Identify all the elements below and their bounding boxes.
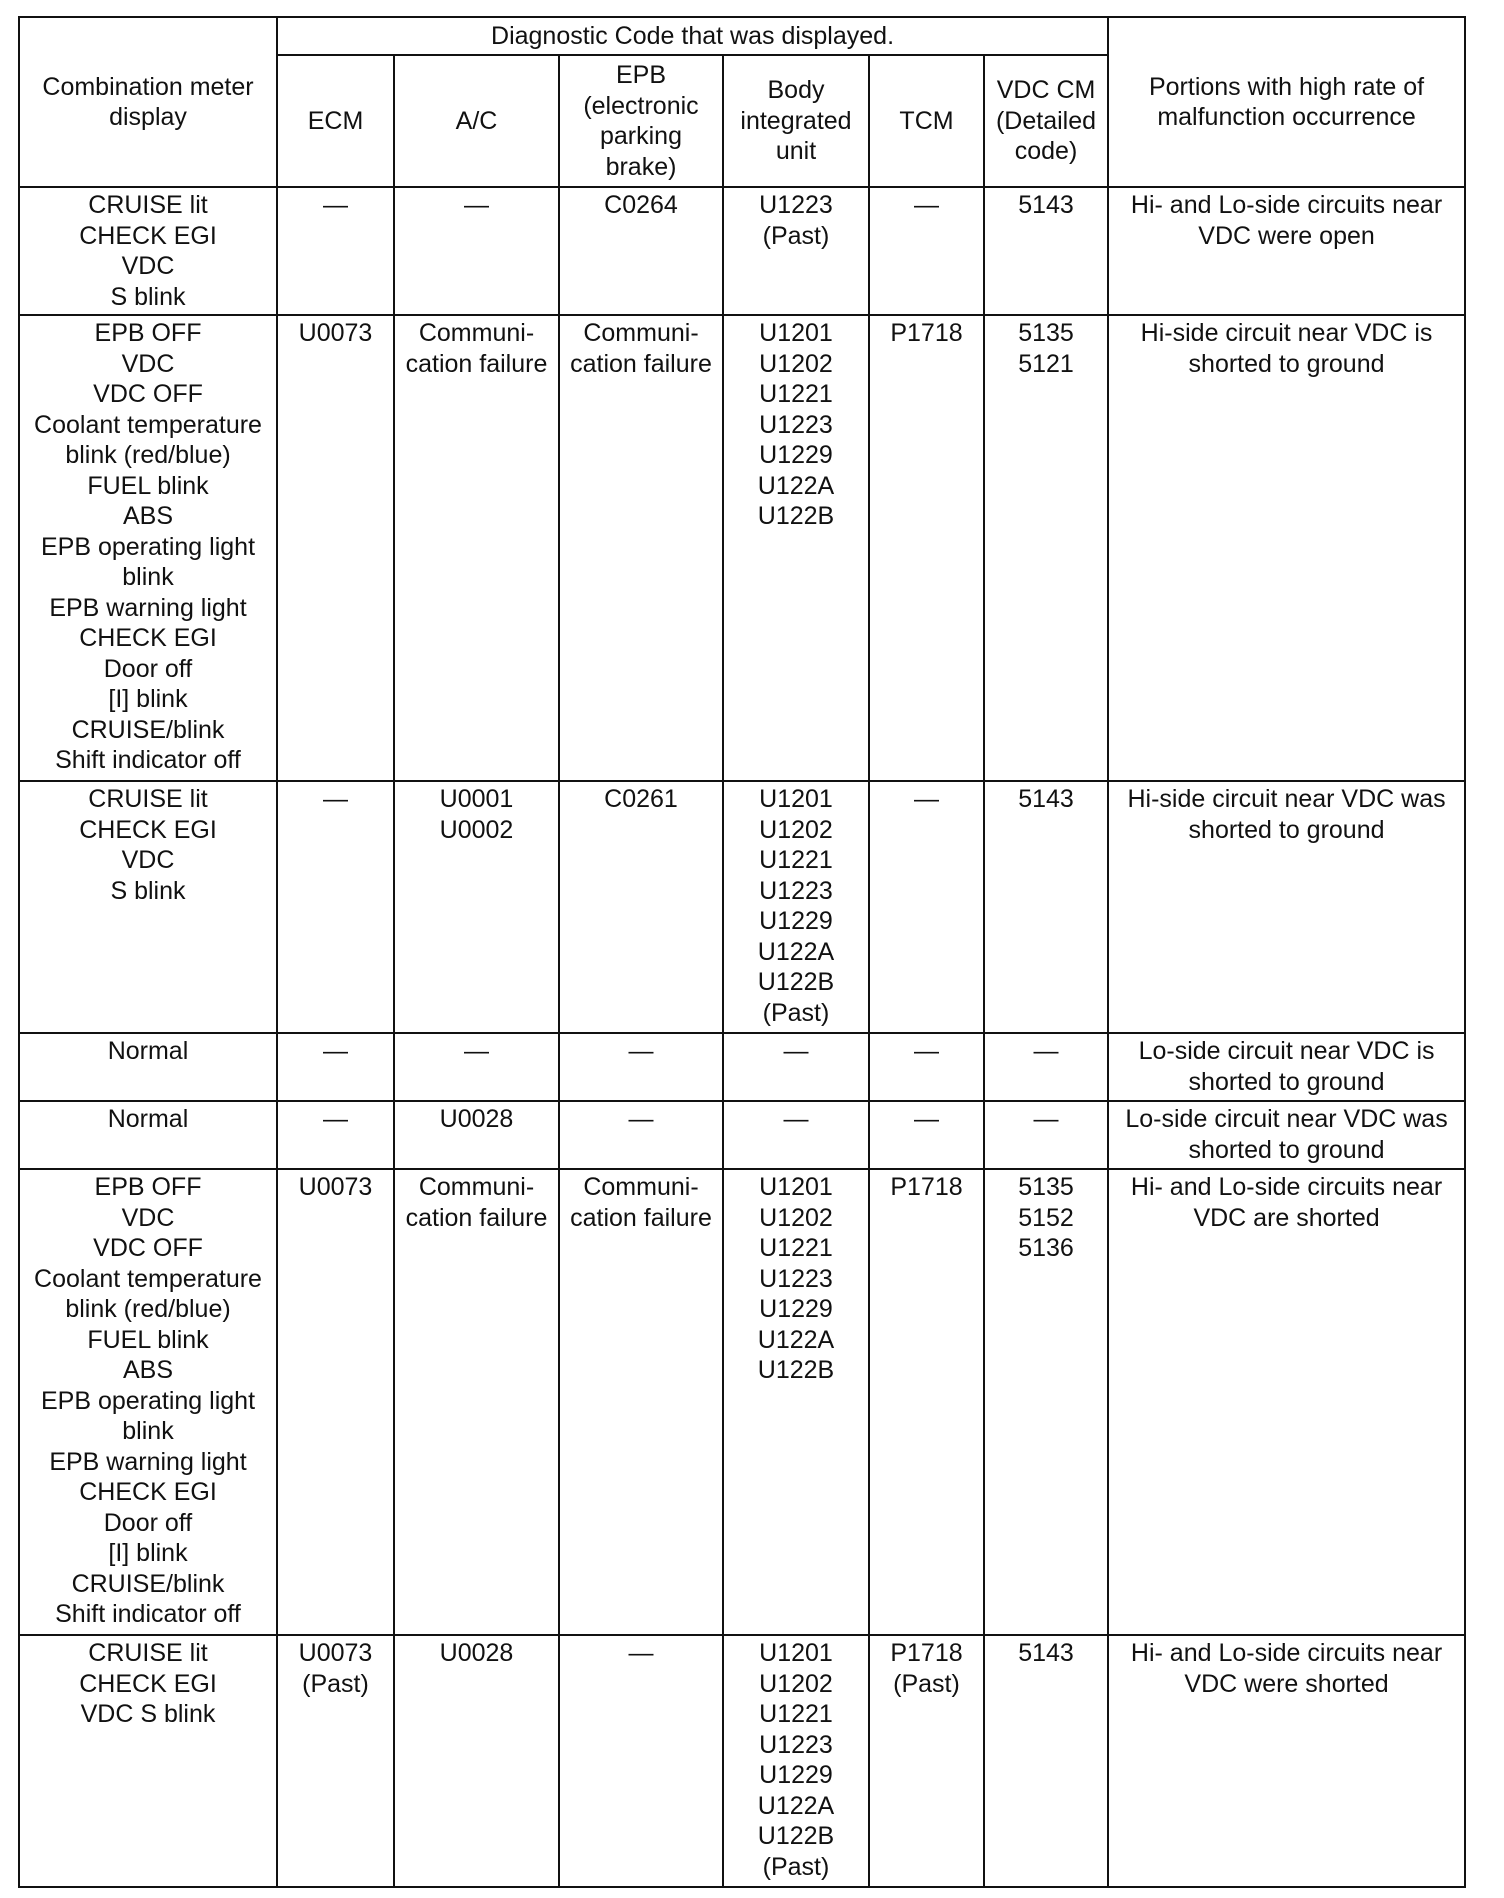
cell-meter [19, 1033, 277, 1101]
cell-line: VDC [121, 1203, 175, 1232]
header-vdc-cm: VDC CM (Detailed code) [984, 55, 1108, 187]
cell-body [723, 187, 869, 315]
cell-body [723, 1033, 869, 1101]
cell-line: — [628, 1639, 654, 1667]
cell-line: VDC S blink [80, 1700, 216, 1728]
cell-vdc [984, 781, 1108, 1033]
cell-line: (Past) [762, 1852, 830, 1881]
cell-epb [559, 1033, 723, 1101]
cell-line: P1718 [890, 319, 963, 347]
header-portions-malfunction: Portions with high rate of malfunction occurrence [1108, 17, 1465, 187]
cell-line: — [464, 191, 489, 219]
cell-line: 5135 [1018, 319, 1074, 347]
cell-tcm [869, 187, 984, 315]
diagnostic-code-table [18, 16, 1466, 1888]
cell-line: CHECK EGI [79, 815, 217, 844]
cell-line: 5143 [1018, 785, 1074, 813]
cell-line: C0261 [604, 785, 678, 813]
cell-line: U1229 [759, 907, 833, 935]
cell-epb [559, 1169, 723, 1635]
cell-line: cation failure [405, 1203, 548, 1232]
cell-line: U122A [757, 1325, 835, 1354]
cell-vdc [984, 1169, 1108, 1635]
header-combination-meter-display: Combination meter display [19, 17, 277, 187]
cell-line: CHECK EGI [79, 221, 217, 250]
cell-ecm [277, 1101, 394, 1169]
cell-tcm [869, 315, 984, 781]
header-body-integrated-unit: Body integrated unit [723, 55, 869, 187]
cell-line: U1223 [759, 410, 833, 439]
header-diagnostic-code-group: Diagnostic Code that was displayed. [277, 17, 1108, 55]
cell-line: blink [122, 1417, 174, 1445]
cell-line: VDC [121, 349, 175, 378]
cell-line: U0073 [298, 1639, 373, 1667]
cell-line: EPB OFF [94, 1173, 202, 1201]
cell-line: U1202 [759, 349, 833, 378]
cell-line: (Past) [893, 1669, 960, 1698]
cell-line: VDC [121, 846, 175, 874]
cell-line: U1229 [759, 1295, 833, 1323]
cell-line: Shift indicator off [55, 746, 241, 774]
cell-line: U0028 [439, 1105, 514, 1133]
cell-line: U1229 [759, 441, 833, 469]
cell-line: blink [122, 563, 174, 591]
cell-line: — [1033, 1105, 1059, 1133]
cell-portion: Hi-side circuit near VDC is shorted to ground [1108, 315, 1465, 781]
cell-ecm [277, 1169, 394, 1635]
cell-epb [559, 187, 723, 315]
cell-line: U1201 [759, 1639, 833, 1667]
cell-line: 5143 [1018, 1639, 1074, 1667]
cell-line: (Past) [762, 998, 830, 1027]
cell-epb [559, 781, 723, 1033]
cell-ac [394, 781, 559, 1033]
cell-line: — [1033, 1037, 1059, 1065]
cell-tcm [869, 1635, 984, 1887]
cell-line: — [783, 1037, 809, 1065]
cell-line: U0073 [298, 1173, 373, 1201]
cell-vdc [984, 187, 1108, 315]
cell-ecm [277, 1033, 394, 1101]
cell-line: CRUISE/blink [71, 715, 225, 744]
cell-portion: Hi-side circuit near VDC was shorted to ground [1108, 781, 1465, 1033]
cell-line: CRUISE lit [88, 1639, 208, 1667]
header-epb: EPB (electronic parking brake) [559, 55, 723, 187]
cell-line: CRUISE lit [88, 785, 208, 813]
cell-line: EPB warning light [49, 1447, 247, 1476]
cell-meter [19, 1635, 277, 1887]
cell-line: Coolant temperature [34, 410, 262, 439]
cell-line: 5136 [1018, 1234, 1074, 1262]
cell-line: U122B [757, 1822, 835, 1850]
cell-line: U1201 [759, 319, 833, 347]
cell-meter [19, 781, 277, 1033]
header-ac: A/C [394, 55, 559, 187]
cell-line: U1221 [759, 1700, 833, 1728]
cell-line: cation failure [570, 349, 712, 378]
cell-line: 5135 [1018, 1173, 1074, 1201]
cell-line: [I] blink [108, 685, 188, 713]
cell-line: Communi- [583, 319, 699, 347]
cell-line: U122B [757, 1356, 835, 1384]
cell-line: — [914, 191, 939, 219]
cell-portion: Hi- and Lo-side circuits near VDC were open [1108, 187, 1465, 315]
cell-vdc [984, 1033, 1108, 1101]
cell-line: — [783, 1105, 809, 1133]
cell-line: FUEL blink [87, 1325, 209, 1354]
cell-ac [394, 187, 559, 315]
cell-line: U0028 [439, 1639, 514, 1667]
cell-line: Door off [103, 654, 193, 683]
cell-line: U1229 [759, 1761, 833, 1789]
cell-line: U1221 [759, 846, 833, 874]
cell-ac [394, 315, 559, 781]
cell-line: U122A [757, 471, 835, 500]
cell-line: Shift indicator off [55, 1600, 241, 1628]
cell-line: cation failure [570, 1203, 712, 1232]
cell-meter [19, 315, 277, 781]
cell-line: CHECK EGI [79, 624, 217, 652]
cell-line: — [914, 785, 939, 813]
cell-line: Normal [107, 1037, 189, 1065]
cell-ecm [277, 315, 394, 781]
cell-ecm [277, 187, 394, 315]
cell-tcm [869, 1101, 984, 1169]
cell-line: VDC OFF [93, 1234, 203, 1262]
cell-line: cation failure [405, 349, 548, 378]
cell-line: (Past) [302, 1669, 369, 1698]
cell-portion: Lo-side circuit near VDC was shorted to ground [1108, 1101, 1465, 1169]
cell-line: EPB OFF [94, 319, 202, 347]
cell-line: U1223 [759, 191, 833, 219]
cell-line: C0264 [604, 191, 678, 219]
cell-ecm [277, 781, 394, 1033]
cell-line: Coolant temperature [34, 1264, 262, 1293]
cell-line: — [914, 1105, 939, 1133]
cell-line: Door off [103, 1508, 193, 1537]
cell-body [723, 781, 869, 1033]
cell-ac [394, 1169, 559, 1635]
cell-line: Communi- [583, 1173, 699, 1201]
cell-line: — [323, 191, 348, 219]
cell-tcm [869, 1033, 984, 1101]
cell-ac [394, 1635, 559, 1887]
cell-line: blink (red/blue) [65, 441, 231, 469]
cell-line: (Past) [762, 221, 830, 250]
cell-line: P1718 [890, 1173, 963, 1201]
cell-tcm [869, 781, 984, 1033]
cell-line: Communi- [418, 319, 535, 347]
cell-vdc [984, 1101, 1108, 1169]
cell-meter [19, 1101, 277, 1169]
cell-line: — [914, 1037, 939, 1065]
cell-line: Normal [107, 1105, 189, 1133]
cell-line: — [628, 1105, 654, 1133]
table-row [19, 1101, 1465, 1169]
cell-line: — [464, 1037, 489, 1065]
cell-line: 5152 [1018, 1203, 1074, 1232]
cell-line: U122A [757, 1791, 835, 1820]
cell-body [723, 315, 869, 781]
cell-vdc [984, 315, 1108, 781]
cell-line: U0002 [439, 815, 514, 844]
cell-line: CHECK EGI [79, 1478, 217, 1506]
cell-line: EPB operating light [40, 1386, 256, 1415]
cell-ac [394, 1033, 559, 1101]
cell-line: FUEL blink [87, 471, 209, 500]
cell-line: U1202 [759, 1203, 833, 1232]
table-row [19, 1169, 1465, 1635]
cell-line: [I] blink [108, 1539, 188, 1567]
cell-ac [394, 1101, 559, 1169]
cell-line: EPB operating light [40, 532, 256, 561]
cell-portion: Lo-side circuit near VDC is shorted to ground [1108, 1033, 1465, 1101]
cell-line: U1223 [759, 876, 833, 905]
cell-line: VDC [121, 252, 175, 280]
cell-line: U1201 [759, 1173, 833, 1201]
cell-line: VDC OFF [93, 380, 203, 408]
cell-line: ABS [122, 1356, 174, 1384]
table-body [19, 187, 1465, 1887]
cell-portion: Hi- and Lo-side circuits near VDC are shorted [1108, 1169, 1465, 1635]
cell-line: Communi- [418, 1173, 535, 1201]
cell-body [723, 1169, 869, 1635]
cell-line: EPB warning light [49, 593, 247, 622]
cell-line: CHECK EGI [79, 1669, 217, 1698]
table-row [19, 187, 1465, 315]
header-ecm: ECM [277, 55, 394, 187]
cell-line: U0073 [298, 319, 373, 347]
cell-meter [19, 1169, 277, 1635]
cell-line: U1202 [759, 1669, 833, 1698]
cell-line: — [323, 1037, 348, 1065]
cell-line: blink (red/blue) [65, 1295, 231, 1323]
cell-line: U1223 [759, 1730, 833, 1759]
cell-line: CRUISE lit [88, 191, 208, 219]
cell-body [723, 1101, 869, 1169]
cell-line: U1223 [759, 1264, 833, 1293]
cell-line: U1221 [759, 380, 833, 408]
cell-line: U1202 [759, 815, 833, 844]
table-row [19, 1635, 1465, 1887]
cell-line: S blink [110, 876, 186, 905]
cell-line: — [323, 785, 348, 813]
cell-epb [559, 1635, 723, 1887]
cell-vdc [984, 1635, 1108, 1887]
table-row [19, 781, 1465, 1033]
cell-meter [19, 187, 277, 315]
cell-line: U122B [757, 968, 835, 996]
table-row [19, 1033, 1465, 1101]
cell-line: 5121 [1018, 349, 1074, 378]
cell-line: U122A [757, 937, 835, 966]
cell-line: CRUISE/blink [71, 1569, 225, 1598]
cell-body [723, 1635, 869, 1887]
cell-line: ABS [122, 502, 174, 530]
cell-line: 5143 [1018, 191, 1074, 219]
cell-epb [559, 315, 723, 781]
cell-line: U122B [757, 502, 835, 530]
header-tcm: TCM [869, 55, 984, 187]
cell-line: U0001 [439, 785, 514, 813]
cell-line: U1221 [759, 1234, 833, 1262]
cell-line: — [628, 1037, 654, 1065]
cell-line: — [323, 1105, 348, 1133]
cell-epb [559, 1101, 723, 1169]
table-row [19, 315, 1465, 781]
cell-line: U1201 [759, 785, 833, 813]
cell-line: S blink [110, 282, 186, 311]
cell-tcm [869, 1169, 984, 1635]
cell-line: P1718 [890, 1639, 963, 1667]
cell-ecm [277, 1635, 394, 1887]
cell-portion: Hi- and Lo-side circuits near VDC were shorted [1108, 1635, 1465, 1887]
